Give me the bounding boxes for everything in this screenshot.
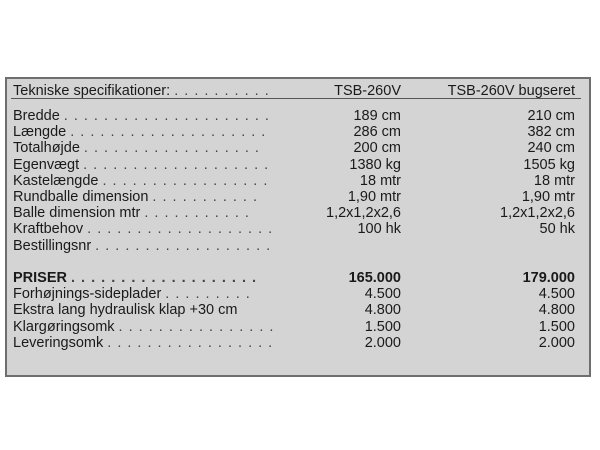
row-col1-value: 2.000 [364,335,401,351]
row-label [13,238,271,255]
row-label-text: Bredde [13,108,60,124]
row-label [13,189,258,206]
row-leader-dots: . . . . . . . . . . . . . . . . . . . . [70,124,267,140]
row-col1-value: 200 cm [353,140,401,156]
row-col1-value: 165.000 [348,270,401,286]
row-label [13,108,270,125]
spec-row [7,205,589,222]
spec-row [7,238,589,255]
spec-row [7,108,589,125]
row-col2-value: 1,90 mtr [521,189,575,205]
header-col1: TSB-260V [334,83,401,99]
row-label [13,124,266,141]
row-col1-value: 1.500 [364,319,401,335]
row-label-text: Ekstra lang hydraulisk klap +30 cm [13,302,238,318]
row-col1-value: 100 hk [357,221,401,237]
row-label-text: Længde [13,124,67,140]
row-leader-dots: . . . . . . . . . . . . . . . . . . . . . [63,108,270,124]
row-col1-value: 286 cm [353,124,401,140]
row-col1-value: 1,2x1,2x2,6 [326,205,401,221]
row-label [13,270,257,287]
row-col2-value: 240 cm [527,140,575,156]
row-col2-value: 18 mtr [533,173,575,189]
price-row [7,335,589,352]
price-row [7,286,589,303]
row-label [13,319,274,336]
row-label [13,286,251,303]
row-leader-dots: . . . . . . . . . . . . . . . . . . . [71,270,258,286]
row-label-text: PRISER [13,270,67,286]
spec-row [7,221,589,238]
row-col2-value: 1,2x1,2x2,6 [500,205,575,221]
prices-header-row [7,270,589,287]
header-col2: TSB-260V bugseret [447,83,575,99]
row-label [13,173,268,190]
price-row [7,319,589,336]
row-col2-value: 210 cm [527,108,575,124]
row-col2-value: 1505 kg [523,157,575,173]
row-leader-dots: . . . . . . . . . . . . . . . . . . . [83,157,270,173]
row-col1-value: 4.500 [364,286,401,302]
row-leader-dots: . . . . . . . . . . . [144,205,250,221]
row-col1-value: 4.800 [364,302,401,318]
row-col2-value: 50 hk [539,221,575,237]
spec-row [7,173,589,190]
header-dots: . . . . . . . . . . [174,83,270,99]
spec-row [7,189,589,206]
row-label-text: Balle dimension mtr [13,205,141,221]
row-label-text: Klargøringsomk [13,319,115,335]
row-label-text: Totalhøjde [13,140,80,156]
row-col2-value: 382 cm [527,124,575,140]
row-label-text: Bestillingsnr [13,238,92,254]
row-col1-value: 189 cm [353,108,401,124]
spec-row [7,140,589,157]
row-label [13,302,237,319]
row-col2-value: 4.500 [538,286,575,302]
row-label-text: Kraftbehov [13,221,84,237]
row-leader-dots: . . . . . . . . . . . . . . . . . . [83,140,260,156]
row-leader-dots: . . . . . . . . . . . . . . . . [118,319,275,335]
header-divider [11,98,581,99]
row-col2-value: 1.500 [538,319,575,335]
row-label-text: Rundballe dimension [13,189,149,205]
spec-row [7,157,589,174]
row-label [13,205,250,222]
row-leader-dots: . . . . . . . . . . . . . . . . . . [95,238,272,254]
row-label [13,157,269,174]
row-leader-dots: . . . . . . . . . . . . . . . . . . . [87,221,274,237]
header-label-text: Tekniske specifikationer: [13,83,171,99]
row-col2-value: 2.000 [538,335,575,351]
row-col2-value: 179.000 [522,270,575,286]
row-label [13,140,260,157]
row-leader-dots: . . . . . . . . . [165,286,251,302]
row-col1-value: 1,90 mtr [347,189,401,205]
price-row [7,302,589,319]
row-leader-dots: . . . . . . . . . . . . . . . . . [107,335,274,351]
row-label-text: Leveringsomk [13,335,104,351]
spec-row [7,124,589,141]
spec-table [5,77,591,377]
row-leader-dots: . . . . . . . . . . . . . . . . . [102,173,269,189]
row-label [13,335,273,352]
row-leader-dots: . . . . . . . . . . . [152,189,259,205]
row-col1-value: 18 mtr [359,173,401,189]
row-col1-value: 1380 kg [349,157,401,173]
row-label-text: Forhøjnings-sideplader [13,286,162,302]
row-label-text: Kastelængde [13,173,99,189]
row-label [13,221,273,238]
row-col2-value: 4.800 [538,302,575,318]
row-label-text: Egenvægt [13,157,80,173]
